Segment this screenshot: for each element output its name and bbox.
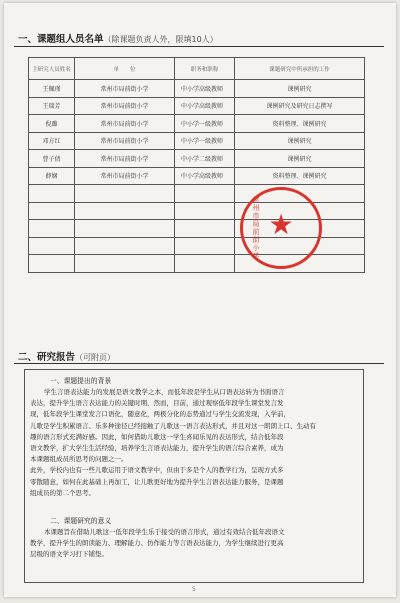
header-title: 职务和职称 (175, 58, 235, 80)
section1-title-text: 一、课题组人员名单 (18, 34, 104, 45)
member-work: 课例研究及研究日志撰写 (235, 97, 365, 115)
table-row (29, 167, 365, 185)
section2-title (18, 349, 115, 363)
report-line: 零散随意，如何在此基础上再加工，让儿歌更好地为提升学生言语表达能力服务，是课题 (30, 477, 284, 486)
member-work: 课例研究 (235, 80, 365, 98)
table-row (29, 185, 365, 203)
table-row (29, 150, 365, 168)
table-row (29, 132, 365, 150)
report-line: 此外，学校内也有一些儿歌运用于语文教学中，但由于多是个人的教学行为，呈现方式多 (30, 466, 284, 475)
member-unit: 常州市局前街小学 (75, 80, 175, 98)
table-row (29, 115, 365, 133)
member-title (175, 185, 235, 203)
table-row (29, 97, 365, 115)
member-name: 曹子倩 (29, 150, 75, 168)
section1-title (18, 31, 218, 45)
official-seal (240, 187, 322, 269)
member-name: 王佩瑾 (29, 80, 75, 98)
report-line: 现，低年段学生课堂发言口语化，随意化，两极分化的态势通过与学生交流发现，入学前， (30, 410, 290, 419)
report-line: 本课题组成员所思考的问题之一。 (30, 455, 128, 464)
member-unit (75, 220, 175, 238)
member-title: 中小学二级教师 (175, 150, 235, 168)
member-title: 中小学高级教师 (175, 80, 235, 98)
member-name (29, 202, 75, 220)
member-unit (75, 185, 175, 203)
report-line: 儿歌是学生积累语言、乐多种途径已经接触了儿歌这一语言表达形式，并且对这一朗朗上口、生动有 (30, 421, 316, 430)
member-title (175, 237, 235, 255)
report-paragraph-significance (30, 527, 285, 561)
member-work: 资料整理、课例研究 (235, 167, 365, 185)
section1-divider (14, 46, 384, 47)
report-line: 组成员的第二个思考。 (30, 488, 95, 497)
member-unit: 常州市局前街小学 (75, 97, 175, 115)
seal-text: 常州市局前街小学 (252, 196, 260, 260)
section2-note: （可附页） (75, 353, 116, 362)
member-name (29, 237, 75, 255)
report-line: 层级的语文学习打下铺垫。 (30, 550, 108, 559)
member-unit: 常州市局前街小学 (75, 115, 175, 133)
member-title (175, 220, 235, 238)
member-title: 中小学一级教师 (175, 132, 235, 150)
table-row (29, 255, 365, 273)
member-unit: 常州市局前街小学 (75, 132, 175, 150)
header-unit: 单 位 (75, 58, 175, 80)
header-name: 主研究人员姓名 (29, 58, 75, 80)
document-page (4, 3, 396, 597)
member-unit (75, 202, 175, 220)
report-line: 语文教学，扩大学生生活经验，培养学生言语表达能力，提升学生的语言综合素养，成为 (30, 444, 284, 453)
member-unit (75, 255, 175, 273)
member-unit: 常州市局前街小学 (75, 167, 175, 185)
report-line: 趣的语言形式充满好感。因此，如何借助儿歌这一学生喜闻乐见的表达形式，结合低年段 (30, 432, 284, 441)
header-work: 课题研究中所承担的工作 (235, 58, 365, 80)
member-title (175, 255, 235, 273)
member-title (175, 202, 235, 220)
member-name: 王瑞芳 (29, 97, 75, 115)
member-unit (75, 237, 175, 255)
member-work: 课例研究 (235, 150, 365, 168)
member-work: 课例研究 (235, 132, 365, 150)
table-header-row (29, 58, 365, 80)
section1-note: （除课题负责人外，限填10人） (103, 35, 218, 44)
member-title: 中小学一级教师 (175, 115, 235, 133)
table-row (29, 80, 365, 98)
section2-divider (14, 363, 384, 364)
member-name (29, 255, 75, 273)
page-number: 5 (192, 586, 196, 593)
member-title: 中小学高级教师 (175, 167, 235, 185)
member-name: 邓方红 (29, 132, 75, 150)
member-name: 薛娴 (29, 167, 75, 185)
report-line: 本课题旨在借助儿歌这一低年段学生乐于接受的语言形式，通过有效结合低年段语文 (44, 528, 285, 536)
report-heading-significance: 二、课题研究的意义 (50, 517, 112, 525)
star-icon: ★ (268, 208, 294, 241)
report-line: 表达，提升学生语言表达能力的关键时期，然而，目前，通过观察低年段学生课堂发言发 (30, 399, 284, 408)
report-line: 教学，提升学生的朗读能力、理解能力、仿作能力等言语表达能力，为学生继续进行更高 (30, 539, 284, 548)
section2-title-text: 二、研究报告 (18, 352, 76, 363)
member-name: 倪璐 (29, 115, 75, 133)
report-line: 学生言语表达能力的发展是语文教学之本，而低年段是学生从口语表达转为书面语言 (44, 388, 285, 396)
report-heading-background: 一、课题提出的背景 (50, 377, 112, 385)
member-title: 中小学高级教师 (175, 97, 235, 115)
member-work: 资料整理、课例研究 (235, 115, 365, 133)
report-paragraph-background (30, 387, 316, 499)
member-name (29, 185, 75, 203)
member-unit: 常州市局前街小学 (75, 150, 175, 168)
member-name (29, 220, 75, 238)
